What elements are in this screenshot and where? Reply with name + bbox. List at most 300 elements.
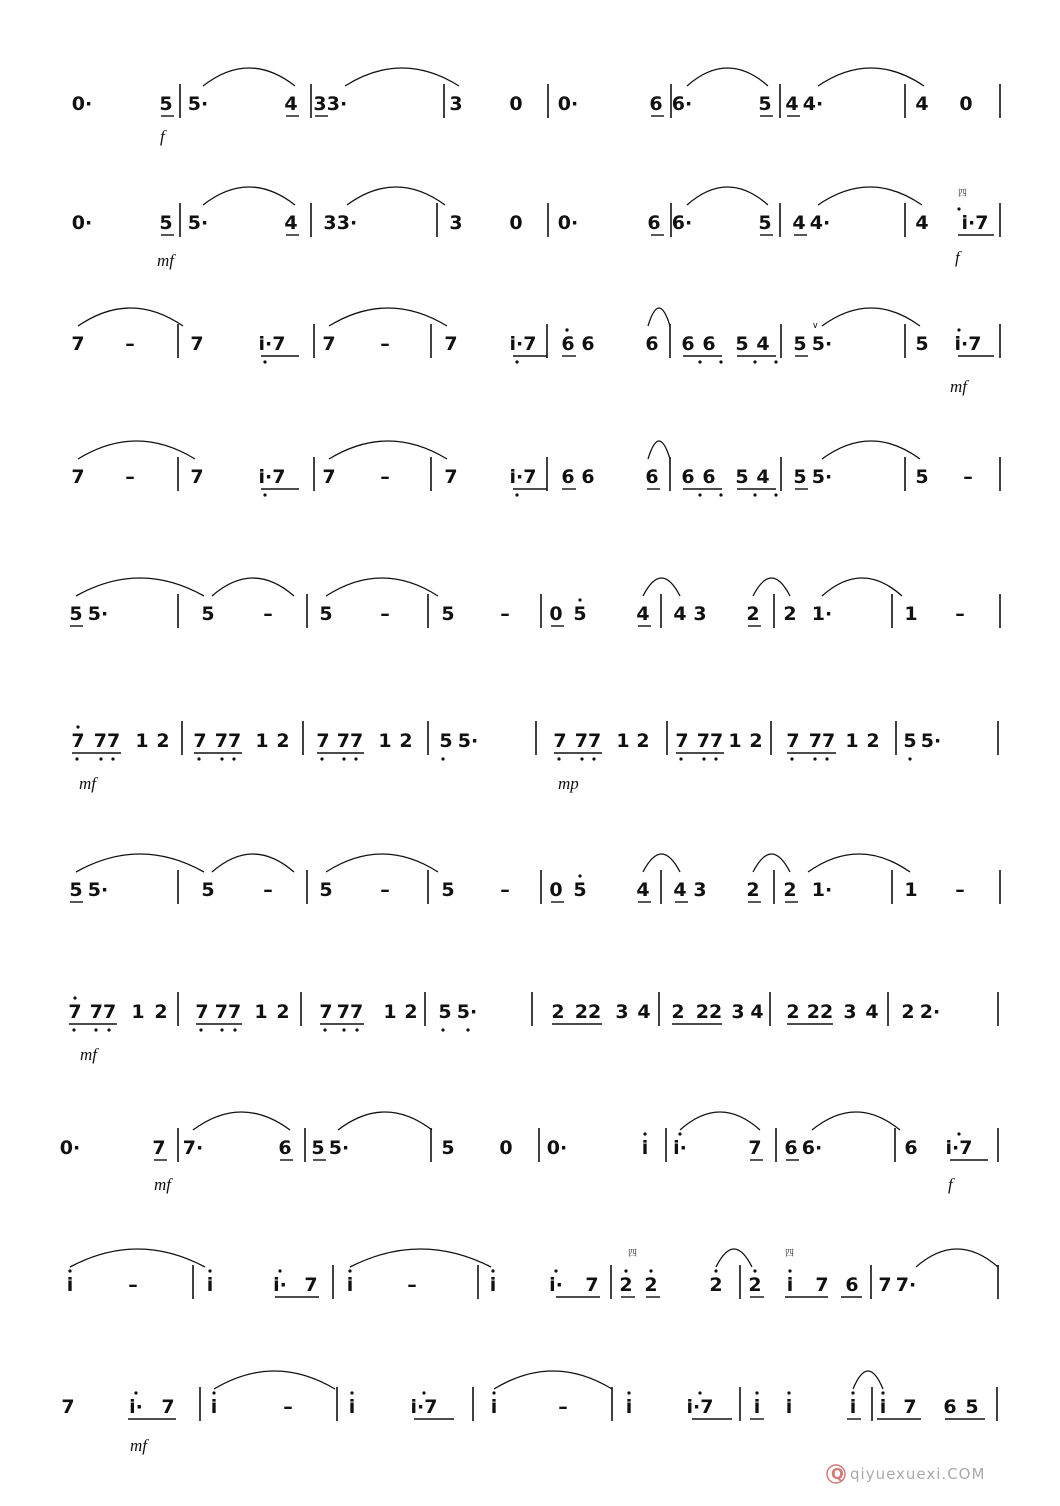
- note-token: i: [641, 1137, 649, 1159]
- octave-dot-high: [755, 1391, 758, 1394]
- note-token: 1: [383, 1001, 397, 1023]
- note-token: 2: [748, 1274, 762, 1296]
- note-token: 6: [702, 333, 716, 355]
- octave-dot-low: [592, 757, 595, 760]
- note-token: 2: [636, 730, 650, 752]
- note-token: 5: [573, 603, 587, 625]
- dynamic-mark: f: [948, 1175, 953, 1194]
- note-token: i: [346, 1274, 354, 1296]
- slur: [818, 68, 924, 86]
- note-token: 5: [903, 730, 917, 752]
- octave-dot-high: [73, 996, 76, 999]
- note-token: 3: [449, 212, 463, 234]
- note-token: 5: [915, 333, 929, 355]
- note-token: 77: [696, 730, 724, 752]
- note-token: –: [128, 1274, 138, 1296]
- note-token: 2: [786, 1001, 800, 1023]
- octave-dot-low: [714, 757, 717, 760]
- note-token: 22: [695, 1001, 723, 1023]
- octave-dot-high: [492, 1391, 495, 1394]
- note-token: 6: [581, 466, 595, 488]
- note-token: 6: [561, 333, 575, 355]
- note-token: 6: [681, 466, 695, 488]
- note-token: 7: [786, 730, 800, 752]
- note-token: 3: [843, 1001, 857, 1023]
- note-token: 5: [311, 1137, 325, 1159]
- slur: [812, 1112, 900, 1130]
- octave-dot-low: [441, 757, 444, 760]
- slur: [822, 578, 902, 596]
- slur: [648, 308, 670, 326]
- note-token: 6·: [671, 93, 693, 115]
- note-token: 5·: [187, 93, 209, 115]
- octave-dot-low: [753, 493, 756, 496]
- note-token: –: [263, 603, 273, 625]
- octave-dot-high: [554, 1269, 557, 1272]
- note-token: 2: [783, 879, 797, 901]
- octave-dot-high: [578, 874, 581, 877]
- octave-dot-low: [220, 757, 223, 760]
- note-token: 4: [750, 1001, 764, 1023]
- note-token: 1·: [811, 603, 833, 625]
- note-token: 0: [959, 93, 973, 115]
- octave-dot-high: [348, 1269, 351, 1272]
- octave-dot-high: [753, 1269, 756, 1272]
- slur: [78, 441, 195, 459]
- note-token: 2: [783, 603, 797, 625]
- octave-dot-low: [232, 757, 235, 760]
- note-token: 6: [845, 1274, 859, 1296]
- octave-dot-high: [350, 1391, 353, 1394]
- score-system: [61, 1371, 997, 1455]
- note-token: 4: [636, 603, 650, 625]
- note-token: 6: [943, 1396, 957, 1418]
- note-token: 5·: [811, 333, 833, 355]
- note-token: i·7: [509, 333, 537, 355]
- note-token: 4: [284, 93, 298, 115]
- note-token: 7: [316, 730, 330, 752]
- note-token: 5: [915, 466, 929, 488]
- octave-dot-high: [208, 1269, 211, 1272]
- octave-dot-low: [753, 360, 756, 363]
- octave-dot-high: [578, 598, 581, 601]
- octave-dot-low: [774, 360, 777, 363]
- note-token: 77: [808, 730, 836, 752]
- octave-dot-low: [323, 1028, 326, 1031]
- note-token: 5: [319, 879, 333, 901]
- slur: [203, 68, 295, 86]
- note-token: i·: [549, 1274, 563, 1296]
- dynamic-mark: mf: [154, 1175, 171, 1194]
- note-token: 5·: [87, 879, 109, 901]
- note-token: –: [380, 333, 390, 355]
- note-token: 7: [61, 1396, 75, 1418]
- note-token: 1: [131, 1001, 145, 1023]
- octave-dot-high: [698, 1391, 701, 1394]
- note-token: 4: [673, 879, 687, 901]
- note-token: 7: [190, 333, 204, 355]
- note-token: 5: [735, 466, 749, 488]
- note-token: 5·: [87, 603, 109, 625]
- note-token: i: [786, 1274, 794, 1296]
- octave-dot-low: [679, 757, 682, 760]
- note-token: 6: [649, 93, 663, 115]
- note-token: i·: [129, 1396, 143, 1418]
- note-token: 5: [69, 603, 83, 625]
- note-token: 1: [135, 730, 149, 752]
- octave-dot-high: [491, 1269, 494, 1272]
- note-token: 3: [313, 93, 327, 115]
- note-token: 7: [68, 1001, 82, 1023]
- note-token: 2: [671, 1001, 685, 1023]
- note-token: 6·: [671, 212, 693, 234]
- note-token: 2·: [919, 1001, 941, 1023]
- note-token: i: [210, 1396, 218, 1418]
- note-token: 0: [549, 603, 563, 625]
- octave-dot-high: [76, 725, 79, 728]
- note-token: –: [380, 879, 390, 901]
- note-token: 5: [965, 1396, 979, 1418]
- note-token: 3: [323, 212, 337, 234]
- note-token: 6: [904, 1137, 918, 1159]
- note-token: 2: [619, 1274, 633, 1296]
- octave-dot-low: [94, 1028, 97, 1031]
- note-token: 2: [276, 1001, 290, 1023]
- note-token: 0·: [59, 1137, 81, 1159]
- note-token: 2: [154, 1001, 168, 1023]
- note-token: 6: [784, 1137, 798, 1159]
- note-token: 77: [336, 1001, 364, 1023]
- score-system: [60, 1112, 998, 1194]
- note-token: 77: [214, 1001, 242, 1023]
- note-token: 7: [903, 1396, 917, 1418]
- note-token: –: [380, 603, 390, 625]
- octave-dot-low: [580, 757, 583, 760]
- octave-dot-low: [466, 1028, 469, 1031]
- note-token: 5·: [456, 1001, 478, 1023]
- octave-dot-low: [263, 493, 266, 496]
- note-token: 6: [647, 212, 661, 234]
- string-mark: 四: [785, 1249, 795, 1259]
- note-token: 7: [71, 730, 85, 752]
- note-token: 4: [284, 212, 298, 234]
- octave-dot-low: [813, 757, 816, 760]
- note-token: 2: [404, 1001, 418, 1023]
- note-token: 2: [399, 730, 413, 752]
- note-token: –: [963, 466, 973, 488]
- note-token: 0: [509, 93, 523, 115]
- note-token: 7: [195, 1001, 209, 1023]
- note-token: 1: [845, 730, 859, 752]
- note-token: 4: [865, 1001, 879, 1023]
- note-token: 2: [749, 730, 763, 752]
- note-token: 1: [255, 730, 269, 752]
- slur: [643, 854, 680, 872]
- note-token: 5·: [187, 212, 209, 234]
- note-token: 5: [441, 1137, 455, 1159]
- note-token: 77: [574, 730, 602, 752]
- note-token: 4: [792, 212, 806, 234]
- octave-dot-low: [342, 1028, 345, 1031]
- octave-dot-low: [233, 1028, 236, 1031]
- note-token: 5: [758, 212, 772, 234]
- octave-dot-high: [957, 328, 960, 331]
- slur: [212, 578, 294, 596]
- note-token: 0·: [557, 212, 579, 234]
- octave-dot-low: [72, 1028, 75, 1031]
- note-token: 1: [904, 603, 918, 625]
- note-token: –: [955, 603, 965, 625]
- note-token: i·7: [410, 1396, 438, 1418]
- octave-dot-high: [851, 1391, 854, 1394]
- slur: [680, 1112, 760, 1130]
- note-token: 4: [915, 93, 929, 115]
- note-token: 5: [793, 466, 807, 488]
- note-token: i: [348, 1396, 356, 1418]
- note-token: 6: [645, 466, 659, 488]
- slur: [326, 854, 438, 872]
- note-token: 5·: [328, 1137, 350, 1159]
- watermark-logo: Q: [831, 1465, 844, 1483]
- octave-dot-high: [68, 1269, 71, 1272]
- note-token: 0·: [71, 212, 93, 234]
- slur: [70, 1249, 205, 1267]
- score-system: [71, 441, 1000, 497]
- note-token: 5: [758, 93, 772, 115]
- note-token: i·7: [961, 212, 989, 234]
- note-token: 7: [585, 1274, 599, 1296]
- score-system: [69, 854, 1000, 904]
- note-token: i·7: [945, 1137, 973, 1159]
- slur: [916, 1249, 998, 1267]
- dynamic-mark: mf: [157, 251, 174, 270]
- note-token: 5: [159, 93, 173, 115]
- note-token: –: [263, 879, 273, 901]
- note-token: 7: [71, 333, 85, 355]
- note-token: 7: [322, 333, 336, 355]
- watermark-text: qiyuexuexi.COM: [850, 1465, 986, 1483]
- octave-dot-low: [698, 360, 701, 363]
- octave-dot-low: [719, 360, 722, 363]
- score-system: [72, 68, 1000, 146]
- note-token: 7: [161, 1396, 175, 1418]
- note-token: 5: [159, 212, 173, 234]
- note-token: i: [849, 1396, 857, 1418]
- note-token: 7: [193, 730, 207, 752]
- slur: [753, 578, 790, 596]
- note-token: 7·: [182, 1137, 204, 1159]
- slur: [78, 308, 183, 326]
- octave-dot-low: [441, 1028, 444, 1031]
- octave-dot-low: [719, 493, 722, 496]
- note-token: 3: [449, 93, 463, 115]
- dynamic-mark: mf: [80, 1045, 97, 1064]
- octave-dot-low: [111, 757, 114, 760]
- note-token: 77: [214, 730, 242, 752]
- octave-dot-high: [787, 1391, 790, 1394]
- slur: [350, 1249, 491, 1267]
- slur: [212, 854, 294, 872]
- note-token: 3·: [336, 212, 358, 234]
- note-token: 77: [89, 1001, 117, 1023]
- note-token: 3: [693, 603, 707, 625]
- slur: [643, 578, 680, 596]
- octave-dot-high: [714, 1269, 717, 1272]
- note-token: 5: [319, 603, 333, 625]
- note-token: 6: [645, 333, 659, 355]
- dynamic-mark: mf: [950, 377, 967, 396]
- note-token: i: [785, 1396, 793, 1418]
- note-token: 2: [709, 1274, 723, 1296]
- note-token: 7: [878, 1274, 892, 1296]
- note-token: 2: [746, 879, 760, 901]
- octave-dot-low: [199, 1028, 202, 1031]
- note-token: 4·: [802, 93, 824, 115]
- note-token: 5: [441, 879, 455, 901]
- note-token: 5: [573, 879, 587, 901]
- octave-dot-low: [99, 757, 102, 760]
- note-token: 5: [69, 879, 83, 901]
- note-token: 7: [304, 1274, 318, 1296]
- slur: [822, 308, 920, 326]
- note-token: –: [558, 1396, 568, 1418]
- note-token: 1: [728, 730, 742, 752]
- note-token: i·7: [954, 333, 982, 355]
- note-token: 5: [735, 333, 749, 355]
- note-token: 6: [702, 466, 716, 488]
- note-token: i: [66, 1274, 74, 1296]
- slur: [853, 1371, 883, 1389]
- note-token: 0: [509, 212, 523, 234]
- octave-dot-low: [320, 757, 323, 760]
- octave-dot-low: [557, 757, 560, 760]
- octave-dot-low: [698, 493, 701, 496]
- slur: [818, 187, 922, 205]
- note-token: 2: [866, 730, 880, 752]
- note-token: 1·: [811, 879, 833, 901]
- slur: [329, 441, 447, 459]
- octave-dot-high: [624, 1269, 627, 1272]
- note-token: 0: [499, 1137, 513, 1159]
- note-token: 1: [254, 1001, 268, 1023]
- octave-dot-high: [422, 1391, 425, 1394]
- watermark: [827, 1465, 985, 1483]
- slur: [494, 1371, 612, 1389]
- note-token: 4: [785, 93, 799, 115]
- slur: [203, 187, 295, 205]
- dynamic-mark: mf: [79, 774, 96, 793]
- note-token: –: [407, 1274, 417, 1296]
- note-token: 7: [815, 1274, 829, 1296]
- slur: [808, 854, 910, 872]
- score-system: [71, 721, 998, 793]
- note-token: 5·: [811, 466, 833, 488]
- note-token: 2: [551, 1001, 565, 1023]
- octave-dot-low: [354, 757, 357, 760]
- note-token: 5: [793, 333, 807, 355]
- note-token: 4: [756, 466, 770, 488]
- note-token: 7: [190, 466, 204, 488]
- octave-dot-high: [627, 1391, 630, 1394]
- note-token: 7: [322, 466, 336, 488]
- note-token: 3: [615, 1001, 629, 1023]
- note-token: 3: [731, 1001, 745, 1023]
- slur: [326, 578, 438, 596]
- note-token: –: [955, 879, 965, 901]
- bowing-mark: ∨: [812, 321, 819, 331]
- octave-dot-high: [957, 1132, 960, 1135]
- note-token: 5: [439, 730, 453, 752]
- note-token: 0·: [546, 1137, 568, 1159]
- note-token: 6: [278, 1137, 292, 1159]
- note-token: –: [125, 333, 135, 355]
- slur: [687, 187, 768, 205]
- string-mark: 四: [958, 189, 968, 199]
- octave-dot-high: [957, 207, 960, 210]
- note-token: 5·: [920, 730, 942, 752]
- octave-dot-low: [342, 757, 345, 760]
- note-token: –: [500, 879, 510, 901]
- note-token: 22: [806, 1001, 834, 1023]
- score-system: [68, 992, 998, 1064]
- octave-dot-high: [649, 1269, 652, 1272]
- octave-dot-low: [702, 757, 705, 760]
- note-token: 7: [152, 1137, 166, 1159]
- score-system: [71, 308, 1000, 396]
- note-token: 7: [444, 466, 458, 488]
- note-token: 4: [636, 879, 650, 901]
- dynamic-mark: f: [160, 127, 165, 146]
- octave-dot-high: [134, 1391, 137, 1394]
- octave-dot-low: [107, 1028, 110, 1031]
- note-token: i·7: [258, 333, 286, 355]
- slur: [687, 68, 768, 86]
- octave-dot-high: [278, 1269, 281, 1272]
- octave-dot-low: [75, 757, 78, 760]
- note-token: –: [380, 466, 390, 488]
- note-token: i: [753, 1396, 761, 1418]
- note-token: 1: [616, 730, 630, 752]
- octave-dot-high: [881, 1391, 884, 1394]
- note-token: 0·: [71, 93, 93, 115]
- note-token: 1: [904, 879, 918, 901]
- octave-dot-low: [908, 757, 911, 760]
- octave-dot-low: [825, 757, 828, 760]
- octave-dot-low: [197, 757, 200, 760]
- note-token: 4: [915, 212, 929, 234]
- slur: [338, 1112, 432, 1130]
- string-mark: 四: [628, 1249, 638, 1259]
- slur: [716, 1249, 752, 1267]
- slur: [76, 854, 204, 872]
- note-token: –: [283, 1396, 293, 1418]
- slur: [753, 854, 790, 872]
- slur: [214, 1371, 335, 1389]
- slur: [648, 441, 670, 459]
- octave-dot-low: [355, 1028, 358, 1031]
- note-token: 6: [561, 466, 575, 488]
- note-token: 2: [644, 1274, 658, 1296]
- note-token: i·7: [509, 466, 537, 488]
- note-token: 2: [746, 603, 760, 625]
- dynamic-mark: f: [955, 248, 960, 267]
- octave-dot-high: [643, 1132, 646, 1135]
- note-token: i·: [673, 1137, 687, 1159]
- note-token: i: [490, 1396, 498, 1418]
- note-token: i: [489, 1274, 497, 1296]
- note-token: 3: [693, 879, 707, 901]
- score-systems: [60, 68, 1000, 1455]
